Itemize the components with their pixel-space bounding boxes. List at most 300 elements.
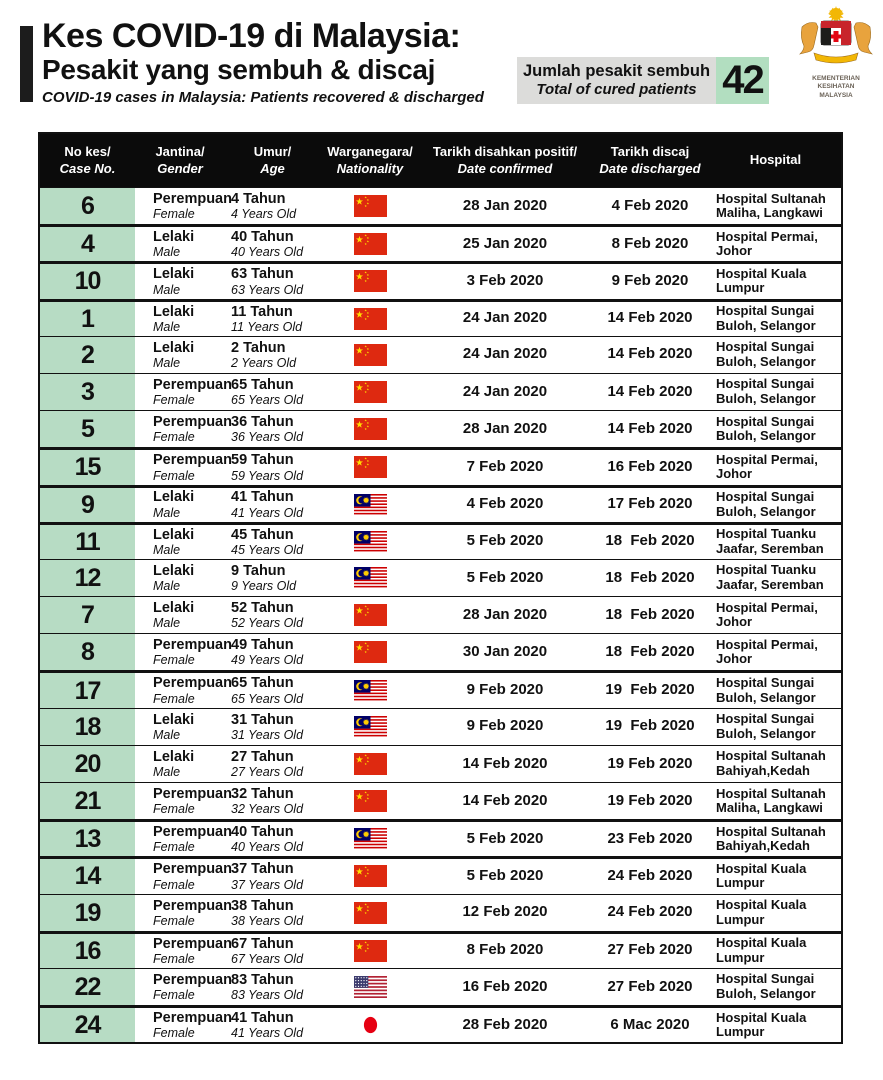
date-confirmed: 5 Feb 2020 (466, 568, 544, 586)
hospital-cell (710, 597, 841, 633)
china-flag-icon (354, 641, 387, 663)
case-number: 15 (74, 453, 101, 482)
case-number-cell (40, 188, 135, 224)
hospital-name: Hospital Permai, Johor (716, 599, 818, 630)
date-confirmed-cell (420, 597, 590, 633)
gender-en: Female (153, 207, 195, 222)
date-discharged-cell (590, 969, 710, 1005)
age-ms: 36 Tahun (231, 414, 294, 431)
date-confirmed: 7 Feb 2020 (466, 458, 544, 475)
column-header-nationality: Warganegara/ Nationality (327, 144, 413, 176)
gender-cell (135, 337, 225, 373)
date-confirmed: 9 Feb 2020 (466, 681, 544, 699)
date-confirmed-cell (420, 934, 590, 968)
gender-en: Male (153, 579, 181, 594)
column-header-gender: Jantina/ Gender (155, 144, 205, 176)
hospital-name: Hospital Tuanku Jaafar, Seremban (716, 562, 824, 592)
nationality-cell (320, 709, 420, 745)
age-cell (225, 188, 320, 224)
nationality-cell (320, 450, 420, 484)
date-confirmed: 14 Feb 2020 (462, 791, 548, 809)
china-flag-icon (354, 195, 387, 217)
date-discharged: 14 Feb 2020 (607, 345, 693, 363)
china-flag-icon (354, 233, 387, 255)
case-number: 5 (81, 415, 94, 444)
cured-total-label-ms: Jumlah pesakit sembuh (522, 61, 711, 80)
hospital-cell (710, 264, 841, 298)
hospital-name: Hospital Permai, Johor (716, 636, 818, 667)
date-confirmed-cell (420, 673, 590, 707)
case-number-cell (40, 302, 135, 336)
ministry-of-health-logo (795, 5, 877, 100)
gender-en: Female (153, 393, 195, 408)
case-number-cell (40, 634, 135, 670)
age-cell (225, 859, 320, 893)
hospital-name: Hospital Sultanah Maliha, Langkawi (716, 190, 826, 221)
malaysia-flag-icon (354, 531, 387, 553)
age-cell (225, 673, 320, 707)
age-ms: 52 Tahun (231, 600, 294, 617)
case-number: 21 (74, 787, 101, 816)
table-row (40, 670, 841, 707)
nationality-cell (320, 783, 420, 819)
gender-ms: Lelaki (153, 266, 195, 283)
date-confirmed: 5 Feb 2020 (466, 829, 544, 847)
case-number-cell (40, 337, 135, 373)
date-discharged-cell (590, 783, 710, 819)
gender-cell (135, 560, 225, 596)
malaysia-flag-icon (354, 716, 387, 738)
china-flag-icon (354, 418, 387, 440)
hospital-cell (710, 709, 841, 745)
table-row (40, 894, 841, 931)
column-header-age: Umur/ Age (253, 144, 292, 176)
age-ms: 65 Tahun (231, 376, 294, 393)
date-discharged: 19 Feb 2020 (605, 717, 695, 735)
table-body (40, 187, 841, 1042)
age-en: 52 Years Old (231, 616, 304, 631)
case-number-cell (40, 560, 135, 596)
gender-cell (135, 709, 225, 745)
date-discharged-cell (590, 709, 710, 745)
case-number: 6 (81, 192, 94, 221)
table-row (40, 485, 841, 522)
age-cell (225, 934, 320, 968)
age-cell (225, 450, 320, 484)
hospital-cell (710, 411, 841, 447)
gender-cell (135, 264, 225, 298)
gender-cell (135, 488, 225, 522)
hospital-cell (710, 934, 841, 968)
nationality-cell (320, 597, 420, 633)
date-discharged: 14 Feb 2020 (607, 382, 693, 400)
date-discharged: 14 Feb 2020 (607, 419, 693, 437)
nationality-cell (320, 634, 420, 670)
date-confirmed: 28 Feb 2020 (462, 1015, 548, 1033)
china-flag-icon (354, 381, 387, 403)
table-row (40, 856, 841, 893)
logo-caption-line2: MALAYSIA (819, 91, 853, 99)
date-confirmed: 28 Jan 2020 (462, 605, 548, 623)
age-ms: 63 Tahun (231, 266, 294, 283)
gender-en: Female (153, 877, 195, 892)
age-ms: 9 Tahun (231, 562, 286, 579)
date-discharged-cell (590, 374, 710, 410)
date-confirmed: 9 Feb 2020 (466, 717, 544, 735)
hospital-cell (710, 227, 841, 261)
date-discharged: 24 Feb 2020 (607, 867, 693, 885)
gender-cell (135, 934, 232, 968)
hospital-cell (710, 560, 841, 596)
date-confirmed: 5 Feb 2020 (466, 532, 544, 550)
date-confirmed-cell (420, 783, 590, 819)
case-number-cell (40, 673, 135, 707)
gender-cell (135, 634, 232, 670)
date-discharged-cell (590, 934, 710, 968)
gender-en: Female (153, 913, 195, 928)
date-discharged-cell (590, 337, 710, 373)
case-number: 2 (81, 340, 94, 369)
hospital-cell (710, 188, 841, 224)
date-confirmed-cell (420, 895, 590, 931)
date-discharged: 14 Feb 2020 (607, 309, 693, 327)
age-en: 37 Years Old (231, 877, 304, 892)
gender-ms: Lelaki (153, 303, 195, 320)
cases-table (38, 132, 843, 1044)
date-confirmed-cell (420, 525, 590, 559)
date-confirmed-cell (420, 374, 590, 410)
hospital-cell (710, 673, 841, 707)
gender-en: Male (153, 616, 181, 631)
age-cell (225, 337, 320, 373)
nationality-cell (320, 411, 420, 447)
age-ms: 45 Tahun (231, 526, 294, 543)
gender-cell (135, 188, 232, 224)
column-header-date-confirmed: Tarikh disahkan positif/ Date confirmed (432, 144, 578, 176)
age-en: 11 Years Old (231, 319, 303, 334)
china-flag-icon (354, 344, 387, 366)
gender-cell (135, 859, 232, 893)
date-confirmed: 12 Feb 2020 (462, 903, 548, 921)
gender-cell (135, 597, 225, 633)
hospital-name: Hospital Sultanah Bahiyah,Kedah (716, 748, 826, 778)
case-number-cell (40, 822, 135, 856)
hospital-name: Hospital Kuala Lumpur (716, 935, 807, 965)
cured-total-label (517, 57, 716, 104)
table-row (40, 931, 841, 968)
date-confirmed-cell (420, 709, 590, 745)
date-confirmed-cell (420, 264, 590, 298)
age-ms: 40 Tahun (231, 229, 294, 246)
case-number-cell (40, 264, 135, 298)
gender-en: Male (153, 319, 181, 334)
nationality-cell (320, 560, 420, 596)
age-cell (225, 525, 320, 559)
nationality-cell (320, 302, 420, 336)
page-subtitle: COVID-19 cases in Malaysia: Patients recovered & discharged (42, 89, 484, 106)
china-flag-icon (354, 456, 387, 478)
hospital-name: Hospital Sungai Buloh, Selangor (716, 339, 816, 369)
hospital-name: Hospital Permai, Johor (716, 228, 818, 259)
age-en: 40 Years Old (231, 840, 304, 855)
age-ms: 38 Tahun (231, 897, 294, 914)
column-header-hospital: Hospital (749, 152, 802, 168)
china-flag-icon (354, 865, 387, 887)
case-number: 1 (81, 304, 94, 333)
date-confirmed-cell (420, 227, 590, 261)
table-row (40, 559, 841, 596)
page-title: Kes COVID-19 di Malaysia: (42, 17, 461, 55)
gender-cell (135, 374, 232, 410)
date-confirmed: 28 Jan 2020 (462, 196, 548, 214)
hospital-cell (710, 1008, 841, 1042)
case-number: 9 (81, 490, 94, 519)
table-row (40, 819, 841, 856)
case-number-cell (40, 488, 135, 522)
table-row (40, 410, 841, 447)
age-ms: 41 Tahun (231, 1010, 294, 1027)
china-flag-icon (354, 902, 387, 924)
table-row (40, 745, 841, 782)
hospital-cell (710, 525, 841, 559)
date-confirmed-cell (420, 634, 590, 670)
case-number: 20 (74, 749, 101, 778)
gender-ms: Lelaki (153, 526, 195, 543)
gender-cell (135, 969, 232, 1005)
date-confirmed-cell (420, 337, 590, 373)
date-discharged: 16 Feb 2020 (607, 458, 693, 475)
date-confirmed-cell (420, 188, 590, 224)
age-ms: 65 Tahun (231, 675, 294, 692)
case-number: 3 (81, 378, 94, 407)
date-discharged: 19 Feb 2020 (607, 754, 693, 772)
date-discharged-cell (590, 746, 710, 782)
hospital-cell (710, 822, 841, 856)
date-confirmed-cell (420, 969, 590, 1005)
table-row (40, 224, 841, 261)
case-number: 22 (74, 973, 101, 1002)
gender-en: Female (153, 840, 195, 855)
case-number-cell (40, 969, 135, 1005)
gender-ms: Lelaki (153, 489, 195, 506)
date-confirmed: 8 Feb 2020 (466, 941, 544, 959)
gender-en: Male (153, 542, 181, 557)
hospital-name: Hospital Sultanah Bahiyah,Kedah (716, 823, 826, 854)
nationality-cell (320, 337, 420, 373)
gender-ms: Perempuan (153, 971, 232, 988)
gender-ms: Perempuan (153, 1010, 232, 1027)
table-row (40, 299, 841, 336)
age-en: 83 Years Old (231, 988, 304, 1003)
hospital-cell (710, 450, 841, 484)
date-confirmed: 16 Feb 2020 (462, 977, 548, 995)
table-row (40, 187, 841, 224)
nationality-cell (320, 488, 420, 522)
gender-en: Female (153, 430, 195, 445)
date-discharged-cell (590, 264, 710, 298)
date-confirmed: 24 Jan 2020 (462, 309, 548, 327)
nationality-cell (320, 746, 420, 782)
date-discharged-cell (590, 227, 710, 261)
malaysia-coat-of-arms-icon (796, 5, 876, 69)
date-confirmed: 4 Feb 2020 (466, 495, 544, 513)
date-discharged-cell (590, 302, 710, 336)
nationality-cell (320, 822, 420, 856)
table-row (40, 373, 841, 410)
gender-cell (135, 822, 232, 856)
hospital-name: Hospital Sungai Buloh, Selangor (716, 674, 816, 705)
date-confirmed-cell (420, 411, 590, 447)
date-discharged: 18 Feb 2020 (605, 605, 695, 623)
nationality-cell (320, 969, 420, 1005)
gender-ms: Perempuan (153, 190, 232, 207)
gender-cell (135, 783, 232, 819)
age-en: 41 Years Old (231, 1026, 304, 1041)
hospital-name: Hospital Permai, Johor (716, 451, 818, 482)
age-en: 9 Years Old (231, 579, 297, 594)
gender-ms: Lelaki (153, 562, 195, 579)
age-en: 45 Years Old (231, 542, 304, 557)
case-number: 24 (74, 1011, 101, 1040)
age-en: 49 Years Old (231, 653, 304, 668)
age-cell (225, 1008, 320, 1042)
gender-en: Male (153, 245, 181, 260)
gender-ms: Perempuan (153, 376, 232, 393)
age-ms: 27 Tahun (231, 748, 294, 765)
gender-cell (135, 895, 232, 931)
case-number: 17 (74, 676, 101, 705)
column-header-date-discharged: Tarikh discaj Date discharged (599, 144, 701, 176)
table-row (40, 633, 841, 670)
gender-en: Female (153, 468, 195, 483)
gender-ms: Perempuan (153, 637, 232, 654)
gender-ms: Perempuan (153, 861, 232, 878)
date-discharged-cell (590, 450, 710, 484)
age-en: 41 Years Old (231, 505, 304, 520)
china-flag-icon (354, 940, 387, 962)
case-number-cell (40, 746, 135, 782)
gender-cell (135, 746, 225, 782)
age-cell (225, 488, 320, 522)
age-ms: 67 Tahun (231, 935, 294, 952)
date-confirmed: 14 Feb 2020 (462, 754, 548, 772)
date-discharged-cell (590, 859, 710, 893)
malaysia-flag-icon (354, 567, 387, 589)
age-cell (225, 634, 320, 670)
date-discharged: 17 Feb 2020 (607, 495, 693, 513)
age-cell (225, 374, 320, 410)
usa-flag-icon (354, 976, 387, 998)
nationality-cell (320, 1008, 420, 1042)
nationality-cell (320, 934, 420, 968)
gender-en: Male (153, 727, 181, 742)
date-discharged-cell (590, 673, 710, 707)
age-en: 31 Years Old (231, 727, 304, 742)
date-discharged: 19 Feb 2020 (605, 681, 695, 699)
age-en: 2 Years Old (231, 355, 297, 370)
age-cell (225, 895, 320, 931)
table-row (40, 596, 841, 633)
hospital-name: Hospital Sungai Buloh, Selangor (716, 413, 816, 444)
date-discharged: 19 Feb 2020 (607, 791, 693, 809)
hospital-name: Hospital Sungai Buloh, Selangor (716, 303, 816, 333)
date-confirmed-cell (420, 488, 590, 522)
date-discharged-cell (590, 188, 710, 224)
gender-ms: Lelaki (153, 229, 195, 246)
age-en: 65 Years Old (231, 393, 304, 408)
hospital-name: Hospital Tuanku Jaafar, Seremban (716, 526, 824, 556)
table-row (40, 522, 841, 559)
gender-ms: Perempuan (153, 452, 232, 469)
case-number-cell (40, 1008, 135, 1042)
date-discharged-cell (590, 822, 710, 856)
case-number: 12 (74, 563, 101, 592)
date-discharged-cell (590, 895, 710, 931)
case-number-cell (40, 859, 135, 893)
date-discharged: 8 Feb 2020 (611, 234, 689, 252)
nationality-cell (320, 264, 420, 298)
case-number-cell (40, 934, 135, 968)
case-number: 10 (74, 267, 101, 296)
hospital-name: Hospital Sungai Buloh, Selangor (716, 376, 816, 407)
case-number: 4 (81, 230, 94, 259)
nationality-cell (320, 859, 420, 893)
case-number-cell (40, 895, 135, 931)
gender-cell (135, 302, 225, 336)
hospital-cell (710, 488, 841, 522)
date-confirmed: 24 Jan 2020 (462, 382, 548, 400)
date-discharged-cell (590, 525, 710, 559)
logo-caption-line1: KEMENTERIAN KESIHATAN (812, 75, 860, 91)
gender-cell (135, 525, 225, 559)
date-discharged: 27 Feb 2020 (607, 941, 693, 959)
age-cell (225, 783, 320, 819)
case-number-cell (40, 709, 135, 745)
gender-ms: Lelaki (153, 600, 195, 617)
date-confirmed-cell (420, 746, 590, 782)
nationality-cell (320, 895, 420, 931)
age-ms: 40 Tahun (231, 824, 294, 841)
age-cell (225, 969, 320, 1005)
date-discharged: 6 Mac 2020 (610, 1015, 690, 1033)
malaysia-flag-icon (354, 494, 387, 516)
age-cell (225, 264, 320, 298)
title-accent-bar (20, 26, 33, 102)
gender-en: Female (153, 1026, 195, 1041)
gender-en: Male (153, 355, 181, 370)
gender-en: Female (153, 691, 195, 706)
hospital-name: Hospital Kuala Lumpur (716, 1009, 807, 1040)
case-number: 19 (74, 898, 101, 927)
date-discharged-cell (590, 411, 710, 447)
gender-cell (135, 227, 225, 261)
table-row (40, 447, 841, 484)
date-discharged-cell (590, 634, 710, 670)
age-ms: 41 Tahun (231, 489, 294, 506)
date-confirmed: 25 Jan 2020 (462, 234, 548, 252)
hospital-cell (710, 302, 841, 336)
gender-ms: Perempuan (153, 675, 232, 692)
gender-en: Female (153, 653, 195, 668)
gender-ms: Perempuan (153, 935, 232, 952)
malaysia-flag-icon (354, 680, 387, 702)
case-number: 18 (74, 712, 101, 741)
page-title-line2: Pesakit yang sembuh & discaj (42, 54, 436, 85)
table-row (40, 782, 841, 819)
table-row (40, 708, 841, 745)
age-ms: 4 Tahun (231, 190, 286, 207)
case-number: 7 (81, 601, 94, 630)
